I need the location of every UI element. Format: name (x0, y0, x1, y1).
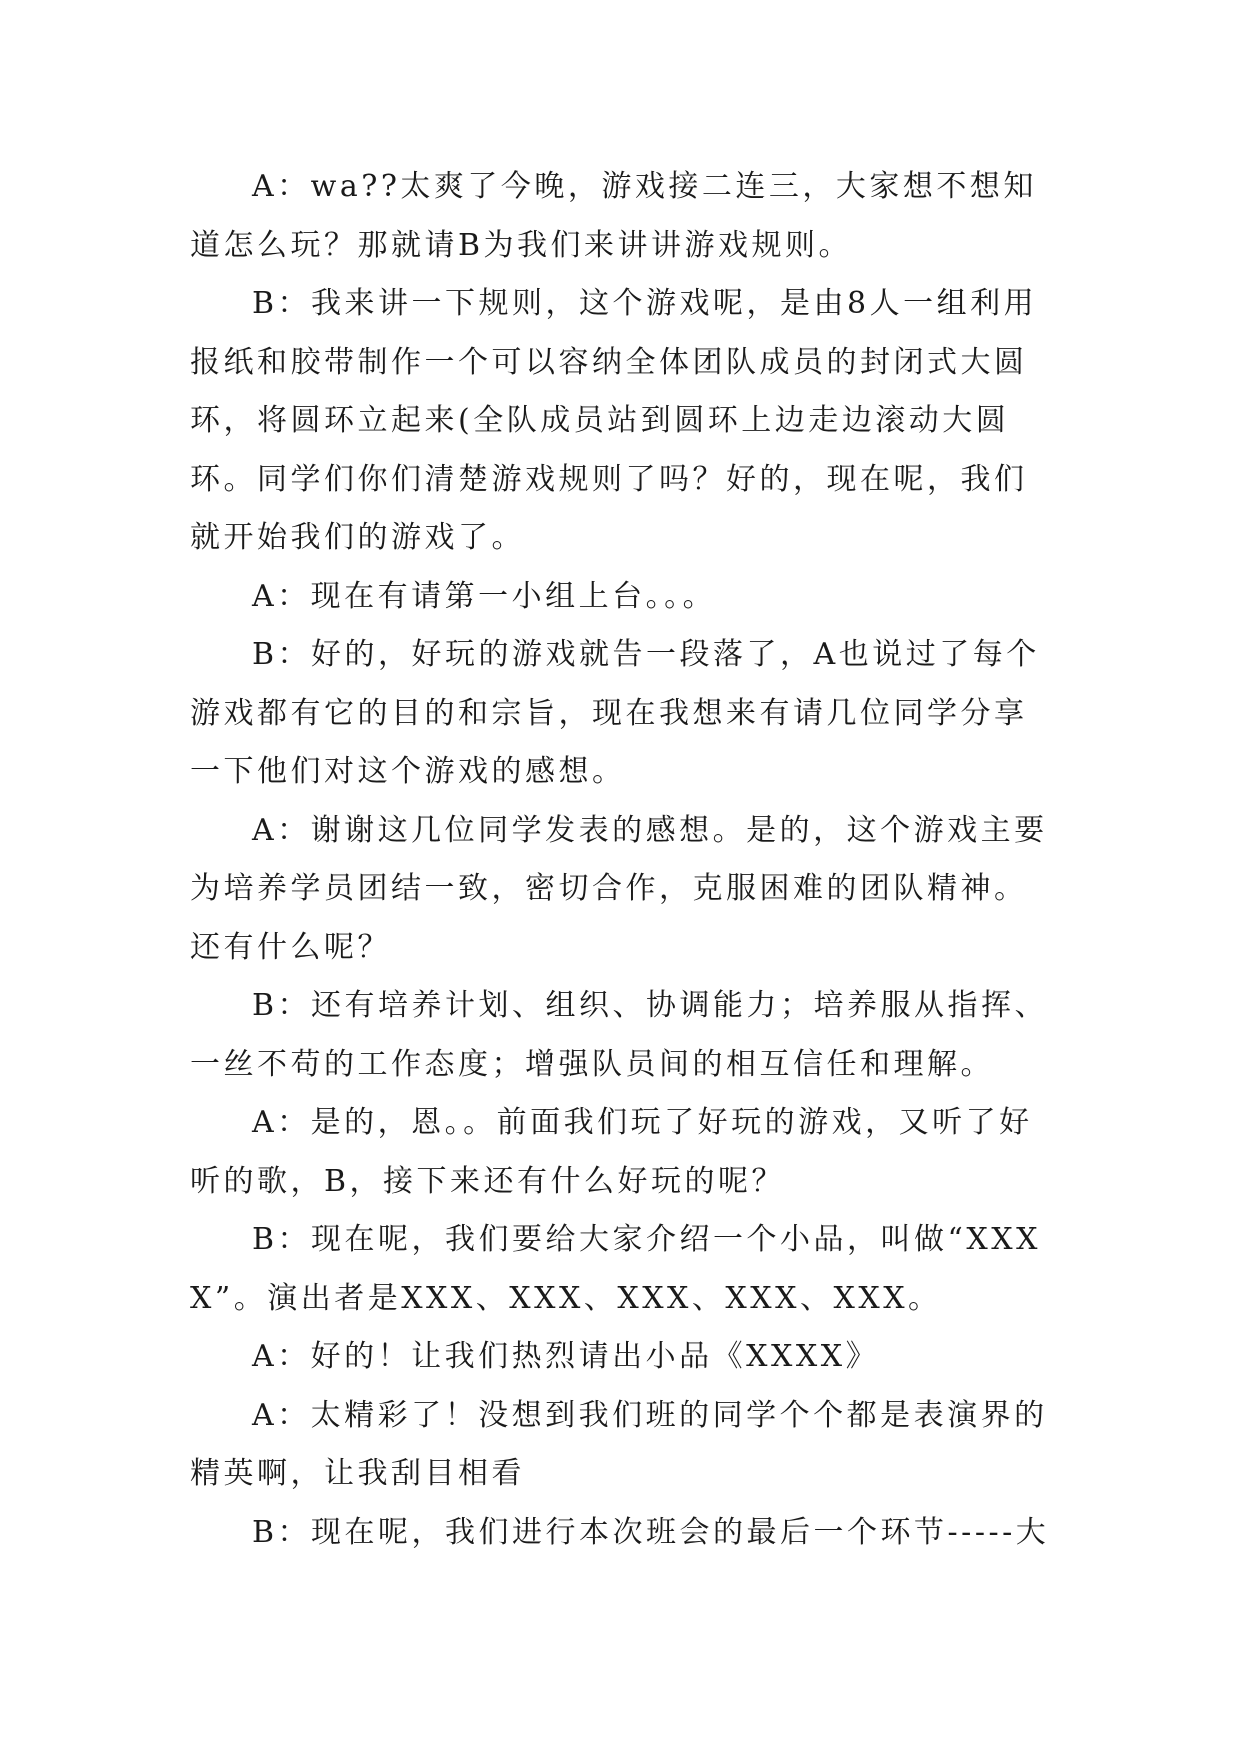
document-body (190, 158, 1050, 1562)
paragraph-5: A：谢谢这几位同学发表的感想。是的，这个游戏主要为培养学员团结一致，密切合作，克服困难的团队精神。还有什么呢？ (190, 812, 1048, 965)
paragraph-6: B：还有培养计划、组织、协调能力；培养服从指挥、一丝不苟的工作态度；增强队员间的相互信任和理解。 (190, 988, 1049, 1082)
paragraph-11: B：现在呢，我们进行本次班会的最后一个环节-----大 (252, 1514, 1050, 1550)
paragraph-2: B：我来讲一下规则，这个游戏呢，是由8人一组利用报纸和胶带制作一个可以容纳全体团队成员的封闭式大圆环，将圆环立起来(全队成员站到圆环上边走边滚动大圆环。同学们你们清楚游戏规则了吗？好的，现在呢，我们就开始我们的游戏了。 (190, 286, 1038, 555)
paragraph-1: A：wa??太爽了今晚，游戏接二连三，大家想不想知道怎么玩？那就请B为我们来讲讲游戏规则。 (190, 169, 1037, 263)
paragraph-10: A：太精彩了！没想到我们班的同学个个都是表演界的精英啊，让我刮目相看 (190, 1397, 1048, 1491)
paragraph-7: A：是的，恩。。前面我们玩了好玩的游戏，又听了好听的歌，B，接下来还有什么好玩的呢？ (190, 1105, 1033, 1199)
paragraph-9: A：好的！让我们热烈请出小品《XXXX》 (252, 1339, 880, 1374)
paragraph-4: B：好的，好玩的游戏就告一段落了，A也说过了每个游戏都有它的目的和宗旨，现在我想来有请几位同学分享一下他们对这个游戏的感想。 (190, 637, 1040, 789)
paragraph-8: B：现在呢，我们要给大家介绍一个小品，叫做“XXXX”。演出者是XXX、XXX、XXX、XXX、XXX。 (190, 1222, 1041, 1316)
paragraph-3: A：现在有请第一小组上台。。。 (252, 578, 717, 614)
